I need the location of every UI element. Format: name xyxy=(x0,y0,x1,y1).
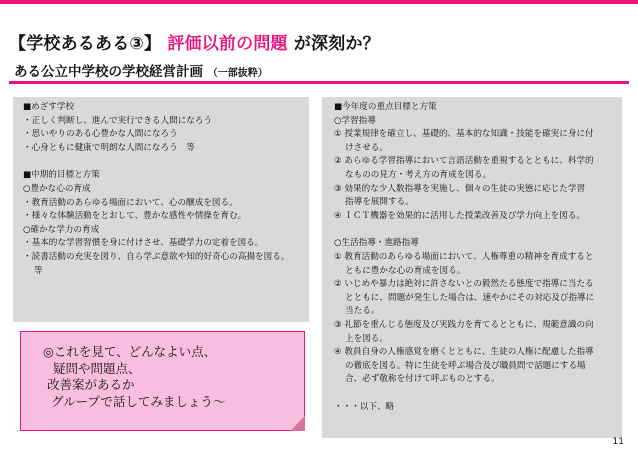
top-accent-bar xyxy=(0,0,638,4)
panel-line: 合、必ず敬称を付けて呼ぶものとする。 xyxy=(345,374,500,385)
panel-line: ③ 効果的な少人数指導を実施し、個々の生徒の実態に応じた学習 xyxy=(334,183,586,194)
panel-line: ② あらゆる学習指導において言語活動を重視するとともに、科学的 xyxy=(334,156,594,167)
panel-line: 当たる。 xyxy=(345,306,380,317)
panel-line: 等 xyxy=(34,265,43,276)
panel-line: ・正しく判断し、進んで実行できる人間になろう xyxy=(23,115,213,126)
discussion-note xyxy=(20,331,305,431)
panel-spacer xyxy=(334,387,622,401)
panel-line: なものの見方・考え方の育成を図る。 xyxy=(345,169,492,180)
slide-title xyxy=(9,29,380,54)
subtitle-note: （一部抜粋） xyxy=(207,68,268,79)
panel-line: ○学習指導 xyxy=(334,115,376,126)
title-prefix: 【学校あるある③】 xyxy=(9,34,162,54)
school-goals-panel xyxy=(13,97,309,322)
title-divider xyxy=(9,81,629,84)
note-line: ◎これを見て、どんなよい点、 xyxy=(43,344,217,359)
panel-line: ・様々な体験活動をとおして、豊かな感性や情操を育む。 xyxy=(23,211,247,222)
panel-line: ともに豊かな心の育成を図る。 xyxy=(345,265,466,276)
page-number: 11 xyxy=(612,437,624,447)
panel-line: ・心身ともに健康で明朗な人間になろう 等 xyxy=(23,142,195,153)
panel-line: 上を図る。 xyxy=(345,333,388,344)
panel-line: ○豊かな心の育成 xyxy=(23,183,91,194)
panel-line: けさせる。 xyxy=(345,142,388,153)
panel-line: ② いじめや暴力は絶対に許さないとの毅然たる態度で指導に当たる xyxy=(334,279,594,290)
panel-spacer xyxy=(334,223,622,237)
panel-line: ① 授業規律を確立し、基礎的、基本的な知識・技能を確実に身に付 xyxy=(334,129,594,140)
panel-heading: ■今年度の重点目標と方策 xyxy=(334,102,437,112)
note-line: 疑問や問題点、 xyxy=(53,360,141,376)
panel-line: ④ ＩＣＴ機器を効果的に活用した授業改善及び学力向上を図る。 xyxy=(334,210,586,221)
panel-heading: ■めざす学校 xyxy=(23,102,75,112)
panel-line: ・基本的な学習習慣を身に付けさせ、基礎学力の定着を図る。 xyxy=(23,238,264,249)
annual-goals-panel xyxy=(322,97,622,438)
note-line: 改善案があるか xyxy=(47,377,135,392)
panel-line: ・教育活動のあらゆる場面において、心の醸成を図る。 xyxy=(23,197,238,208)
panel-spacer xyxy=(23,155,309,169)
panel-line: ○生活指導・進路指導 xyxy=(334,238,419,249)
panel-line: とともに、問題が発生した場合は、速やかにその対応及び指導に xyxy=(345,292,595,303)
panel-line: ・読書活動の充実を図り、自ら学ぶ意欲や知的好奇心の高揚を図る。 xyxy=(23,251,290,262)
slide-subtitle xyxy=(14,60,268,80)
panel-line: ④ 教員自身の人権感覚を磨くとともに、生徒の人権に配慮した指導 xyxy=(334,347,594,358)
panel-line: の徹底を図る。特に生徒を呼ぶ場合及び職員間で話題にする場 xyxy=(345,360,586,371)
panel-line: ・思いやりのある心豊かな人間になろう xyxy=(23,129,178,140)
subtitle-main: ある公立中学校の学校経営計画 xyxy=(14,64,203,80)
panel-line: ① 教育活動のあらゆる場面において、人権尊重の精神を育成すると xyxy=(334,251,594,262)
title-suffix: が深刻か？ xyxy=(293,34,380,54)
title-highlight: 評価以前の問題 xyxy=(167,34,288,54)
panel-line: ○確かな学力の育成 xyxy=(23,224,100,235)
panel-line: ③ 礼節を重んじる態度及び実践力を育てるとともに、規範意識の向 xyxy=(334,319,594,330)
panel-line: 指導を展開する。 xyxy=(345,197,414,208)
panel-heading: ■中期的目標と方策 xyxy=(23,170,100,181)
note-line: グループで話してみましょう〜 xyxy=(51,393,226,409)
panel-line: ・・・以下、略 xyxy=(334,401,395,412)
